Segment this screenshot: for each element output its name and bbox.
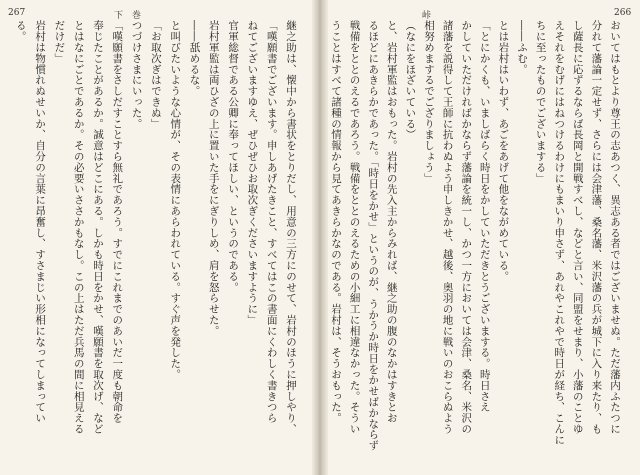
text-line: 「嘆願書をさしだすことすら無礼であろう。すでにこれまでのあいだ一度も朝命を bbox=[111, 20, 124, 424]
text-line: つづけさまにいった。 bbox=[130, 20, 143, 129]
page-number-right: 266 bbox=[614, 8, 632, 18]
text-line: 奉じたことがあるか。誠意はどこにある。しかも時日をかせ、嘆願書を取次げ、など bbox=[92, 20, 104, 435]
text-line: えそれをむげにはねつけるわけにもまいり申さず、あれやこれやで時日が経ち、こんに bbox=[553, 20, 566, 446]
running-head-right: 峠 bbox=[422, 11, 432, 21]
text-line: と叫びたいような心情が、その表情にあらわれている。すぐ声を発した。 bbox=[169, 20, 182, 380]
right-page bbox=[322, 0, 640, 475]
text-line: るほどにあきらかであった。「時日をかせ」というのが、うかうか時日をかせばかならず bbox=[367, 20, 380, 451]
text-line: る。 bbox=[14, 20, 27, 42]
text-line: ――舐めるな。 bbox=[188, 20, 201, 97]
text-line: ねてございますゆえ、ぜひぜひお取次ぎくださいますように」 bbox=[246, 20, 259, 326]
text-line: 「とにかくも、いましばらく時日をかしていただきとうございまする。時日さえ bbox=[478, 20, 491, 413]
text-line: 岩村軍監は両ひざの上に置いた手をにぎりしめ、肩を怒らせた。 bbox=[207, 20, 220, 337]
text-line: 相努めまするでござりましょう」 bbox=[423, 20, 435, 184]
text-line: ちに至ったものでございまする」 bbox=[534, 20, 547, 184]
text-line: 官軍総督である公卿に奉ってほしい、というのである。 bbox=[227, 20, 240, 293]
text-line: と、岩村軍監はおもった。岩村の先入主からみれば、継之助の腹のなかはすきとお bbox=[385, 20, 398, 424]
text-line: ――ふむ。 bbox=[516, 20, 528, 75]
text-line: とは岩村はいわず、あごをあげて他をながめている。 bbox=[497, 20, 510, 282]
text-line: （なにをほざいている） bbox=[404, 20, 417, 140]
text-line: とはなにごとであるか。その必要いささかもなし。この上はただ兵馬の間に相見える bbox=[72, 20, 85, 435]
text-line: おいてはもとより尊王の志あつく、異志ある者ではございませぬ。ただ藩内ふたつに bbox=[609, 20, 621, 435]
text-line: し薩長に応ずるならば長岡と開戦すべし、などと言い、同盟をせまり、小藩のことゆ bbox=[571, 20, 584, 435]
running-head-left: 下 巻 bbox=[114, 11, 142, 21]
text-line: 分れて藩論一定せず、さらには会津藩、桑名藩、米沢藩の兵が城下に入り来たり、も bbox=[590, 20, 603, 435]
text-line: かしていただければかならず藩論を統一し、かつ一方においては会津、桑名、米沢の bbox=[460, 20, 473, 435]
text-line: 諸藩を説得して王師に抗わぬよう申しきかせ、越後、奥羽の地に戦いのおこらぬよう bbox=[441, 20, 454, 435]
text-line: 「お取次ぎはできぬ」 bbox=[149, 20, 162, 129]
left-page bbox=[0, 0, 318, 475]
page-number-left: 267 bbox=[8, 8, 26, 18]
text-line: 戦備をととのえるであろう。戦備をととのえるための小細工に相違なかった。そうい bbox=[348, 20, 361, 435]
text-line: 「嘆願書でございます。申しあげたきこと、すべてはこの書面にくわしく書きつら bbox=[265, 20, 278, 424]
text-line: 継之助は、懐中から書状をとりだし、用意の三方にのせて、岩村のほうに押しやり、 bbox=[285, 20, 297, 435]
book-gutter bbox=[312, 0, 328, 475]
text-line: だけだ」 bbox=[53, 20, 66, 64]
text-line: うことはすべて諸種の情報から見てあきらかなのである。岩村は、そうおもった。 bbox=[330, 20, 342, 424]
text-line: 岩村は物慣れぬせいか、自分の言葉に昂奮し、すさまじい形相になってしまってい bbox=[34, 20, 47, 424]
